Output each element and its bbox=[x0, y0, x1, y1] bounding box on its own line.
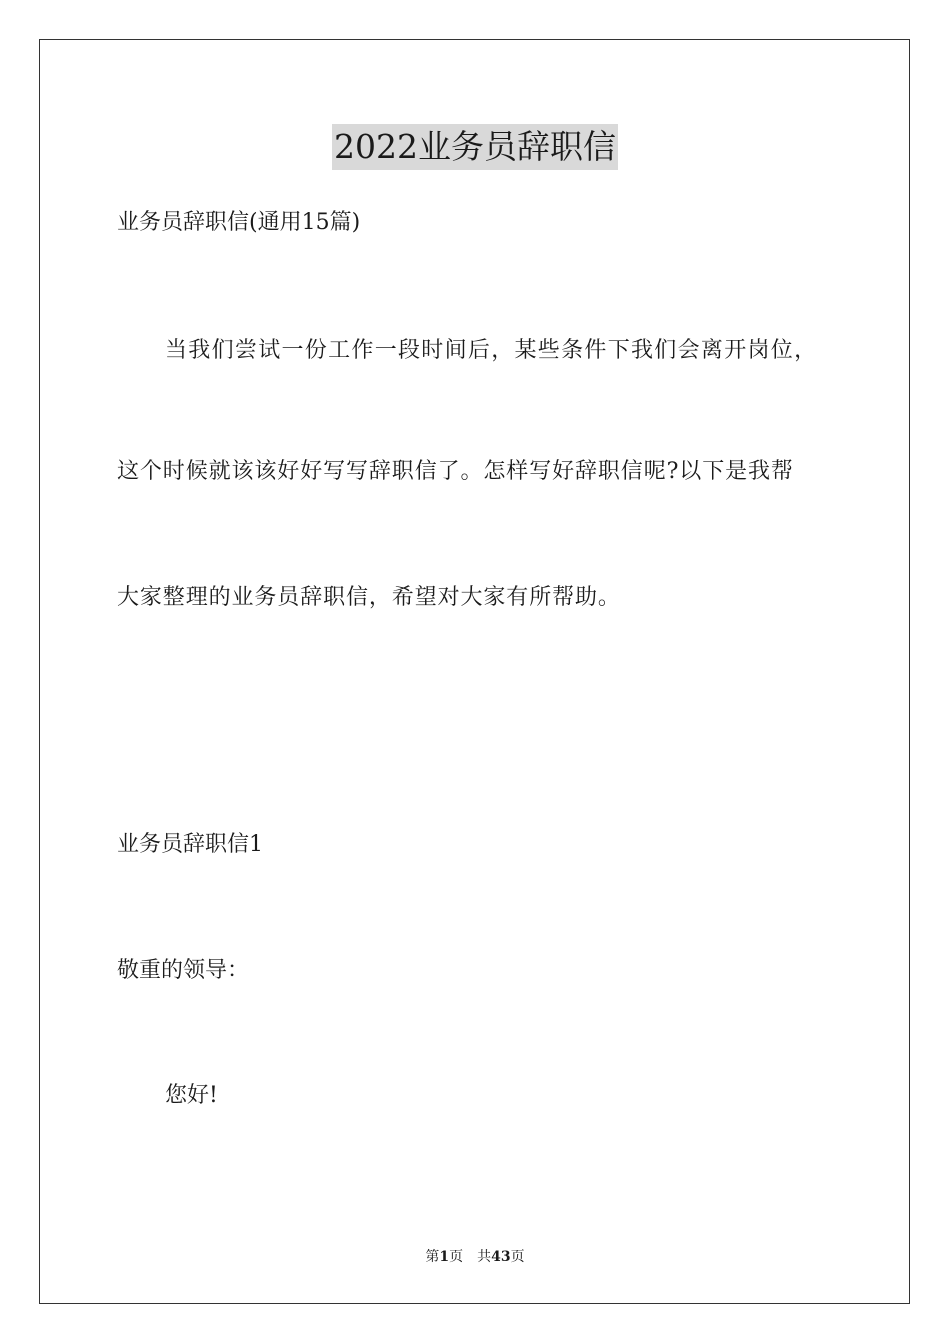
page-number: 1 bbox=[439, 1249, 450, 1265]
total-prefix: 共 bbox=[477, 1249, 492, 1265]
total-suffix: 页 bbox=[510, 1249, 525, 1265]
letter-greeting: 您好! bbox=[165, 1083, 218, 1108]
page-footer bbox=[0, 1247, 950, 1267]
document-title: 2022业务员辞职信 bbox=[332, 124, 618, 170]
intro-line-2: 这个时候就该该好好写写辞职信了。怎样写好辞职信呢?以下是我帮 bbox=[117, 459, 794, 484]
section-heading: 业务员辞职信1 bbox=[117, 832, 263, 857]
total-pages: 43 bbox=[491, 1249, 511, 1265]
intro-line-1: 当我们尝试一份工作一段时间后，某些条件下我们会离开岗位， bbox=[165, 338, 818, 363]
letter-salutation: 敬重的领导： bbox=[117, 958, 250, 983]
title-container bbox=[0, 124, 950, 170]
document-subtitle: 业务员辞职信(通用15篇) bbox=[117, 210, 361, 235]
intro-line-3: 大家整理的业务员辞职信，希望对大家有所帮助。 bbox=[117, 585, 621, 610]
page-prefix: 第 bbox=[425, 1249, 440, 1265]
page-suffix: 页 bbox=[449, 1249, 464, 1265]
